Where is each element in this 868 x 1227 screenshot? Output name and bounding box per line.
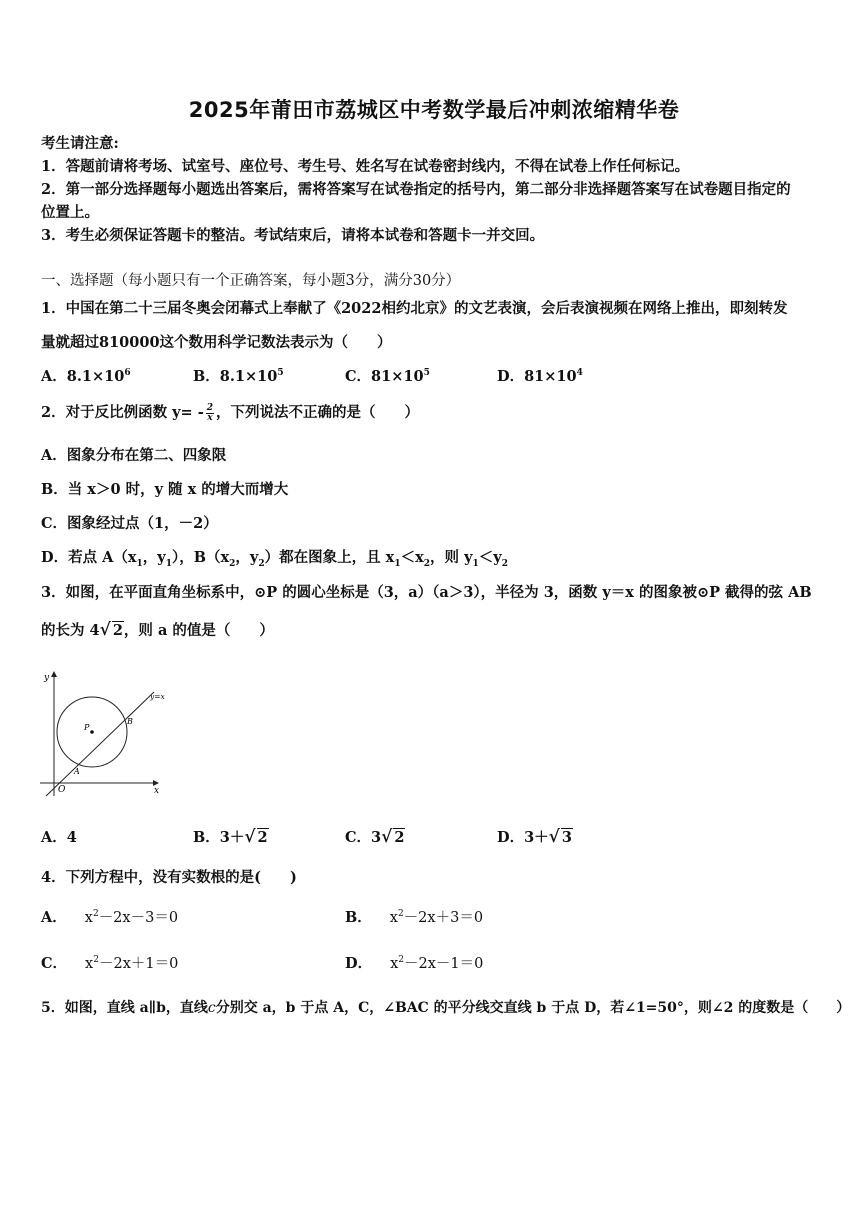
text-part: ，y bbox=[235, 549, 259, 566]
option-exponent: 6 bbox=[124, 368, 131, 379]
option-label: C． bbox=[345, 368, 372, 385]
option-value: 3 bbox=[371, 829, 382, 846]
notice-item-1: 1．答题前请将考场、试室号、座位号、考生号、姓名写在试卷密封线内，不得在试卷上作任何标记。 bbox=[41, 158, 690, 175]
option-label: A． bbox=[41, 909, 67, 926]
label-a: A bbox=[74, 767, 80, 776]
option-label: C． bbox=[345, 829, 372, 846]
q1-option-c[interactable] bbox=[345, 365, 430, 386]
text-part: ，则 a 的值是（ ） bbox=[123, 622, 274, 639]
q2-fraction bbox=[206, 404, 214, 423]
q3-figure bbox=[36, 668, 176, 802]
q3-option-d[interactable] bbox=[497, 826, 573, 847]
radicand: 2 bbox=[257, 829, 268, 846]
q2-option-d[interactable] bbox=[41, 546, 508, 569]
subscript: 1 bbox=[394, 558, 401, 569]
q4-option-a[interactable] bbox=[41, 906, 178, 927]
equation bbox=[85, 956, 178, 972]
q4-option-c[interactable] bbox=[41, 952, 178, 973]
equation bbox=[85, 910, 178, 926]
y-axis-arrow bbox=[51, 671, 57, 677]
text-part: 的长为 4 bbox=[41, 622, 100, 639]
label-line: y=x bbox=[150, 692, 165, 701]
text-part: ，则 y bbox=[430, 549, 473, 566]
option-base: 81×10 bbox=[524, 368, 577, 385]
subscript: 2 bbox=[229, 558, 236, 569]
variable: x bbox=[390, 956, 399, 972]
text-part: 分别交 a，b 于点 A，C，∠BAC 的平分线交直线 b 于点 D，若∠1=50°，则∠2 的度数是（ ） bbox=[215, 1000, 851, 1016]
q3-option-c[interactable] bbox=[345, 826, 405, 847]
text-part: ，y bbox=[142, 549, 166, 566]
option-base: 81×10 bbox=[371, 368, 424, 385]
line-y-eq-x bbox=[46, 692, 154, 796]
radicand: 2 bbox=[112, 622, 123, 639]
question-4-stem: 4．下列方程中，没有实数根的是( ) bbox=[41, 869, 297, 886]
equation-rest: －2x－3＝0 bbox=[98, 910, 179, 926]
q4-option-d[interactable] bbox=[345, 952, 483, 973]
q3-option-b[interactable] bbox=[193, 826, 269, 847]
subscript: 2 bbox=[501, 558, 508, 569]
question-3-line-2 bbox=[41, 619, 274, 640]
equation bbox=[390, 910, 483, 926]
subscript: 2 bbox=[258, 558, 265, 569]
text-part: ），B（x bbox=[172, 549, 230, 566]
notice-item-3: 3．考生必须保证答题卡的整洁。考试结束后，请将本试卷和答题卡一并交回。 bbox=[41, 227, 545, 244]
radical-sign: √ bbox=[99, 620, 111, 640]
q2-stem-pre: 2．对于反比例函数 y= - bbox=[41, 404, 204, 421]
label-o: O bbox=[58, 785, 66, 795]
label-y: y bbox=[44, 673, 50, 683]
question-3-line-1: 3．如图，在平面直角坐标系中，⊙P 的圆心坐标是（3，a）（a＞3），半径为 3，函数 y＝x 的图象被⊙P 截得的弦 AB bbox=[41, 584, 812, 601]
text-part: 5．如图，直线 a∥b，直线 bbox=[41, 1000, 208, 1016]
text-part: D．若点 A（x bbox=[41, 549, 137, 566]
q1-option-b[interactable] bbox=[193, 365, 284, 386]
radical-sign: √ bbox=[381, 827, 393, 847]
center-point-p bbox=[90, 730, 94, 734]
option-label: D． bbox=[497, 829, 525, 846]
fraction-numerator: 2 bbox=[206, 402, 214, 413]
fraction-denominator: x bbox=[207, 412, 213, 423]
option-base: 8.1×10 bbox=[66, 368, 125, 385]
q1-option-a[interactable] bbox=[41, 365, 131, 386]
option-value: 4 bbox=[66, 829, 77, 846]
label-x: x bbox=[154, 786, 160, 796]
notice-item-2-cont: 位置上。 bbox=[41, 204, 99, 221]
label-b: B bbox=[127, 717, 133, 726]
subscript: 1 bbox=[472, 558, 479, 569]
radicand: 2 bbox=[394, 829, 405, 846]
section-heading: 一、选择题（每小题只有一个正确答案，每小题3分，满分30分） bbox=[41, 273, 461, 289]
q2-stem-post: ，下列说法不正确的是（ ） bbox=[216, 404, 420, 421]
option-label: C． bbox=[41, 955, 68, 972]
exponent: 2 bbox=[397, 909, 404, 920]
question-1-line-2: 量就超过810000这个数用科学记数法表示为（ ） bbox=[41, 334, 392, 351]
option-exponent: 5 bbox=[423, 368, 430, 379]
option-base: 8.1×10 bbox=[219, 368, 278, 385]
notice-item-2: 2．第一部分选择题每小题选出答案后，需将答案写在试卷指定的括号内，第二部分非选择题答案写在试卷题目指定的 bbox=[41, 181, 791, 198]
option-exponent: 4 bbox=[576, 368, 583, 379]
q4-option-b[interactable] bbox=[345, 906, 483, 927]
q2-option-c[interactable]: C．图象经过点（1，－2） bbox=[41, 515, 218, 532]
text-part: ＜x bbox=[400, 549, 424, 566]
q3-option-a[interactable] bbox=[41, 826, 77, 847]
text-part: ＜y bbox=[478, 549, 502, 566]
option-label: D． bbox=[497, 368, 525, 385]
equation-rest: －2x＋1＝0 bbox=[98, 956, 179, 972]
q2-option-b[interactable]: B．当 x＞0 时，y 随 x 的增大而增大 bbox=[41, 481, 289, 498]
page-title: 2025年莆田市荔城区中考数学最后冲刺浓缩精华卷 bbox=[188, 98, 680, 122]
option-label: B． bbox=[193, 829, 220, 846]
question-1-line-1: 1．中国在第二十三届冬奥会闭幕式上奉献了《2022相约北京》的文艺表演，会后表演视频在网络上推出，即刻转发 bbox=[41, 300, 788, 317]
notice-heading: 考生请注意: bbox=[41, 135, 119, 152]
option-label: D． bbox=[345, 955, 373, 972]
variable: x bbox=[85, 956, 94, 972]
question-2-stem bbox=[41, 401, 419, 423]
equation-rest: －2x－1＝0 bbox=[404, 956, 484, 972]
option-label: B． bbox=[193, 368, 220, 385]
option-exponent: 5 bbox=[277, 368, 284, 379]
text-part: ）都在图象上，且 x bbox=[264, 549, 395, 566]
radical-sign: √ bbox=[244, 827, 256, 847]
option-label: A． bbox=[41, 368, 67, 385]
radical-sign: √ bbox=[548, 827, 560, 847]
variable: x bbox=[389, 910, 398, 926]
q2-option-a[interactable]: A．图象分布在第二、四象限 bbox=[41, 447, 227, 464]
variable-c: c bbox=[207, 1000, 216, 1016]
option-value: 3＋ bbox=[219, 829, 245, 846]
subscript: 1 bbox=[136, 558, 143, 569]
equation bbox=[390, 956, 483, 972]
q1-option-d[interactable] bbox=[497, 365, 583, 386]
option-value: 3＋ bbox=[524, 829, 549, 846]
label-p: P bbox=[84, 723, 90, 732]
exponent: 2 bbox=[93, 955, 99, 966]
exponent: 2 bbox=[92, 909, 99, 920]
subscript: 1 bbox=[165, 558, 172, 569]
variable: x bbox=[84, 910, 93, 926]
option-label: A． bbox=[41, 829, 67, 846]
exponent: 2 bbox=[398, 955, 404, 966]
question-5-stem bbox=[41, 997, 850, 1017]
option-label: B． bbox=[345, 909, 372, 926]
equation-rest: －2x＋3＝0 bbox=[403, 910, 484, 926]
subscript: 2 bbox=[423, 558, 431, 569]
radicand: 3 bbox=[561, 829, 572, 846]
